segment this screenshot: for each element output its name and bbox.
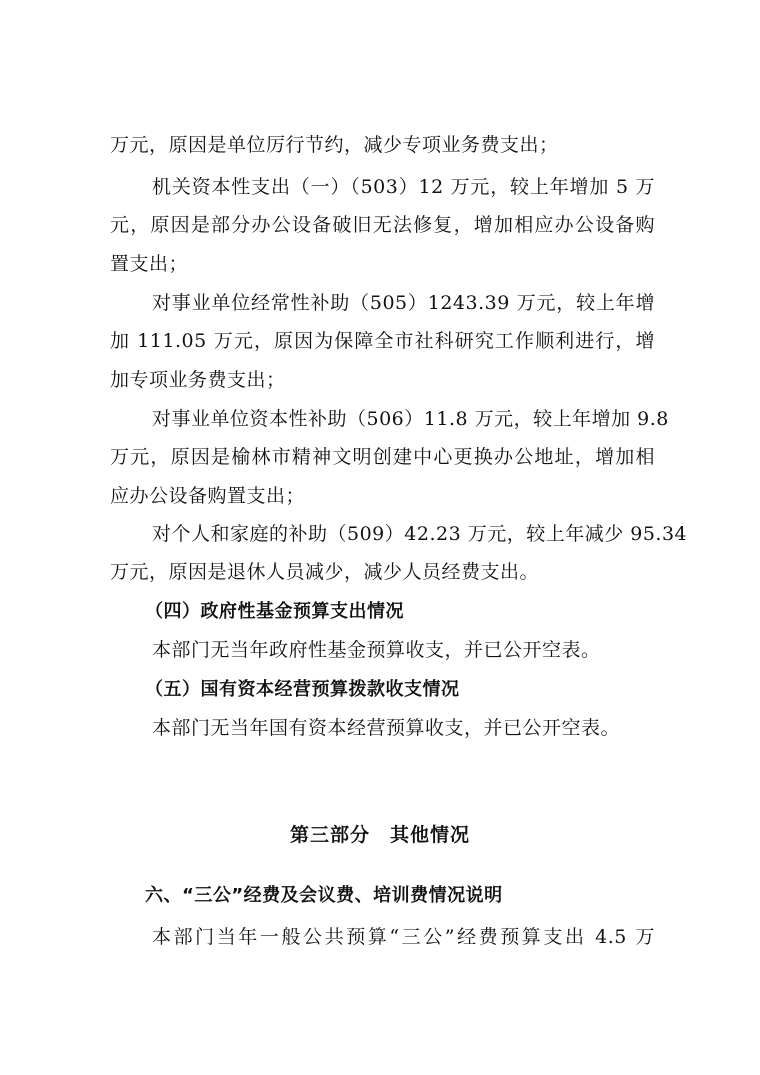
paragraph-line: 加 111.05 万元，原因为保障全市社科研究工作顺利进行，增 — [110, 330, 655, 352]
subsection-heading: （五）国有资本经营预算拨款收支情况 — [145, 679, 460, 700]
paragraph-line: 本部门当年一般公共预算“三公”经费预算支出 4.5 万 — [152, 926, 655, 948]
paragraph-line: 应办公设备购置支出； — [110, 485, 306, 507]
section-title: 第三部分 其他情况 — [289, 824, 470, 846]
paragraph-line: 对个人和家庭的补助（509）42.23 万元，较上年减少 95.34 — [152, 523, 688, 545]
paragraph-line: 万元，原因是单位厉行节约，减少专项业务费支出； — [110, 134, 559, 156]
paragraph-line: 元，原因是部分办公设备破旧无法修复，增加相应办公设备购 — [110, 214, 655, 236]
paragraph-line: 置支出； — [110, 253, 189, 275]
subsection-heading: 六、“三公”经费及会议费、培训费情况说明 — [145, 885, 503, 906]
paragraph-line: 本部门无当年政府性基金预算收支，并已公开空表。 — [152, 639, 601, 661]
paragraph-line: 加专项业务费支出； — [110, 369, 286, 391]
paragraph-line: 机关资本性支出（一）（503）12 万元，较上年增加 5 万 — [152, 176, 655, 198]
paragraph-line: 本部门无当年国有资本经营预算收支，并已公开空表。 — [152, 717, 621, 739]
paragraph-line: 万元，原因是榆林市精神文明创建中心更换办公地址，增加相 — [110, 446, 655, 468]
paragraph-line: 对事业单位经常性补助（505）1243.39 万元，较上年增 — [152, 292, 655, 314]
paragraph-line: 对事业单位资本性补助（506）11.8 万元，较上年增加 9.8 — [152, 408, 669, 430]
subsection-heading: （四）政府性基金预算支出情况 — [145, 601, 404, 622]
paragraph-line: 万元，原因是退休人员减少，减少人员经费支出。 — [110, 561, 540, 583]
